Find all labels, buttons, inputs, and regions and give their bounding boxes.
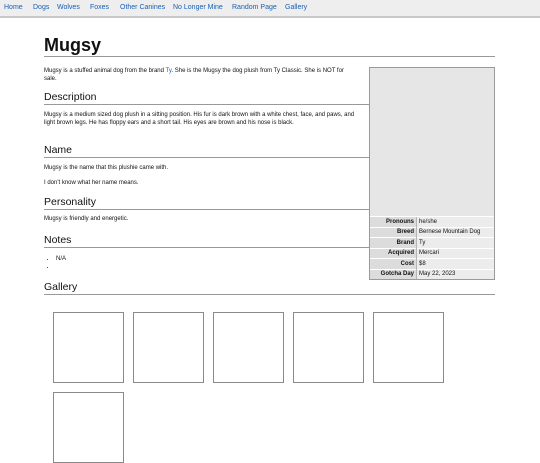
table-row (370, 217, 494, 228)
notes-divider (44, 247, 369, 248)
name-text-2: I don't know what her name means. (44, 180, 139, 186)
infobox-image (370, 68, 494, 216)
table-row (370, 227, 494, 238)
personality-divider (44, 209, 369, 210)
name-heading: Name (44, 144, 73, 156)
infobox-label: Brand (370, 238, 417, 249)
nav-random-page[interactable]: Random Page (232, 4, 277, 11)
infobox-label: Acquired (370, 248, 417, 259)
page-title: Mugsy (44, 35, 102, 55)
infobox-value: he/she (417, 217, 495, 228)
infobox-value: Mercari (417, 248, 495, 259)
personality-heading: Personality (44, 196, 96, 208)
list-item (56, 263, 66, 271)
table-row (370, 259, 494, 270)
description-divider (44, 104, 369, 105)
nav-other-canines[interactable]: Other Canines (120, 4, 166, 11)
infobox-value: Bernese Mountain Dog (417, 227, 495, 238)
gallery-heading: Gallery (44, 281, 78, 293)
gallery-image[interactable] (293, 312, 364, 383)
infobox-value: Ty (417, 238, 495, 249)
gallery-image[interactable] (373, 312, 444, 383)
gallery-image[interactable] (53, 312, 124, 383)
description-text: Mugsy is a medium sized dog plush in a sitting position. His fur is dark brown with a white chest, face, and paws, and light brown legs. He has floppy ears and a short tail. His eyes are brown and his nose is black. (44, 112, 355, 126)
nav-home[interactable]: Home (4, 4, 23, 11)
gallery-image[interactable] (213, 312, 284, 383)
infobox (369, 67, 495, 280)
infobox-label: Cost (370, 259, 417, 270)
top-nav (0, 0, 540, 18)
infobox-value: $8 (417, 259, 495, 270)
nav-no-longer-mine[interactable]: No Longer Mine (173, 4, 223, 11)
notes-heading: Notes (44, 234, 72, 246)
list-item: • N/A (56, 255, 66, 263)
table-row (370, 238, 494, 249)
nav-wolves[interactable]: Wolves (57, 4, 80, 11)
infobox-value: May 22, 2023 (417, 269, 495, 279)
name-text-1: Mugsy is the name that this plushie came with. (44, 165, 169, 171)
personality-text: Mugsy is friendly and energetic. (44, 216, 129, 222)
infobox-table (370, 216, 494, 279)
nav-gallery[interactable]: Gallery (285, 4, 308, 11)
table-row (370, 248, 494, 259)
infobox-label: Breed (370, 227, 417, 238)
brand-link[interactable]: Ty (165, 68, 172, 74)
name-divider (44, 157, 369, 158)
table-row (370, 269, 494, 279)
gallery-divider (44, 294, 495, 295)
gallery-image[interactable] (53, 392, 124, 463)
gallery-image[interactable] (133, 312, 204, 383)
infobox-label: Gotcha Day (370, 269, 417, 279)
title-divider (44, 56, 495, 57)
infobox-label: Pronouns (370, 217, 417, 228)
intro-text: Mugsy is a stuffed animal dog from the brand Ty. She is the Mugsy the dog plush from Ty Classic. She is NOT for sale. (44, 68, 344, 82)
nav-dogs[interactable]: Dogs (33, 4, 50, 11)
description-heading: Description (44, 91, 97, 103)
nav-foxes[interactable]: Foxes (90, 4, 110, 11)
notes-list (44, 255, 66, 271)
